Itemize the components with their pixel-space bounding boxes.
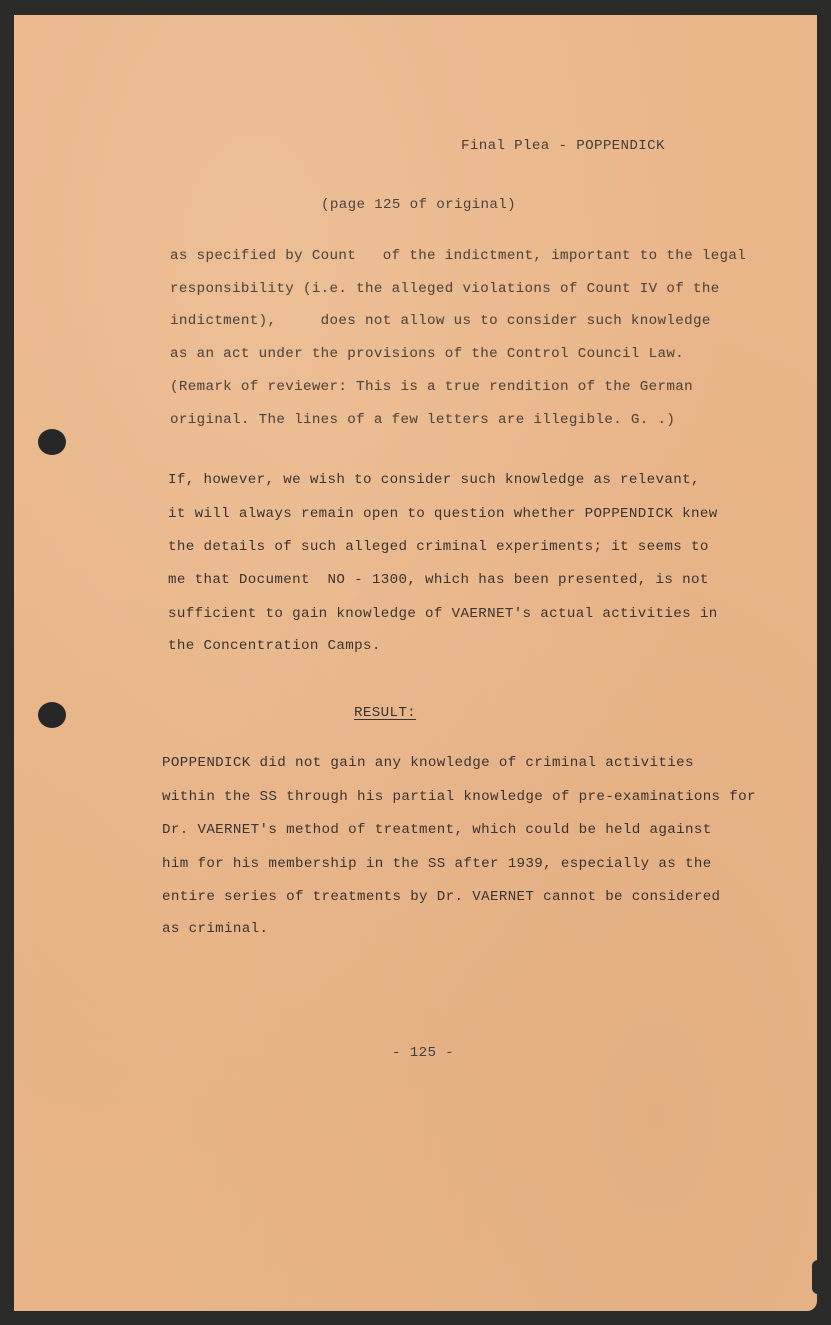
text-line: Dr. VAERNET's method of treatment, which could be held against <box>162 822 712 838</box>
text-line: original. The lines of a few letters are illegible. G. .) <box>170 412 676 428</box>
text-line: as specified by Count of the indictment, important to the legal <box>170 248 747 264</box>
result-heading: RESULT: <box>354 705 417 721</box>
text-line: If, however, we wish to consider such knowledge as relevant, <box>168 472 700 488</box>
text-line: as criminal. <box>162 921 269 937</box>
text-line: the Concentration Camps. <box>168 638 381 654</box>
text-line: entire series of treatments by Dr. VAERNET cannot be considered <box>162 889 721 905</box>
document-page <box>14 15 817 1311</box>
text-line: it will always remain open to question whether POPPENDICK knew <box>168 506 718 522</box>
text-line: sufficient to gain knowledge of VAERNET's actual activities in <box>168 606 718 622</box>
text-line: as an act under the provisions of the Control Council Law. <box>170 346 685 362</box>
document-header-subtitle: (page 125 of original) <box>321 197 517 213</box>
page-edge-tear <box>812 1260 820 1294</box>
text-line: POPPENDICK did not gain any knowledge of criminal activities <box>162 755 694 771</box>
page-number: - 125 - <box>392 1045 455 1061</box>
text-line: me that Document NO - 1300, which has been presented, is not <box>168 572 709 588</box>
text-line: responsibility (i.e. the alleged violations of Count IV of the <box>170 281 720 297</box>
punch-hole-top <box>38 429 66 455</box>
text-line: him for his membership in the SS after 1939, especially as the <box>162 856 712 872</box>
text-line: the details of such alleged criminal experiments; it seems to <box>168 539 709 555</box>
text-line: within the SS through his partial knowledge of pre-examinations for <box>162 789 756 805</box>
text-line: (Remark of reviewer: This is a true rendition of the German <box>170 379 693 395</box>
text-line: indictment), does not allow us to consider such knowledge <box>170 313 711 329</box>
punch-hole-bottom <box>38 702 66 728</box>
document-header-title: Final Plea - POPPENDICK <box>461 138 665 154</box>
